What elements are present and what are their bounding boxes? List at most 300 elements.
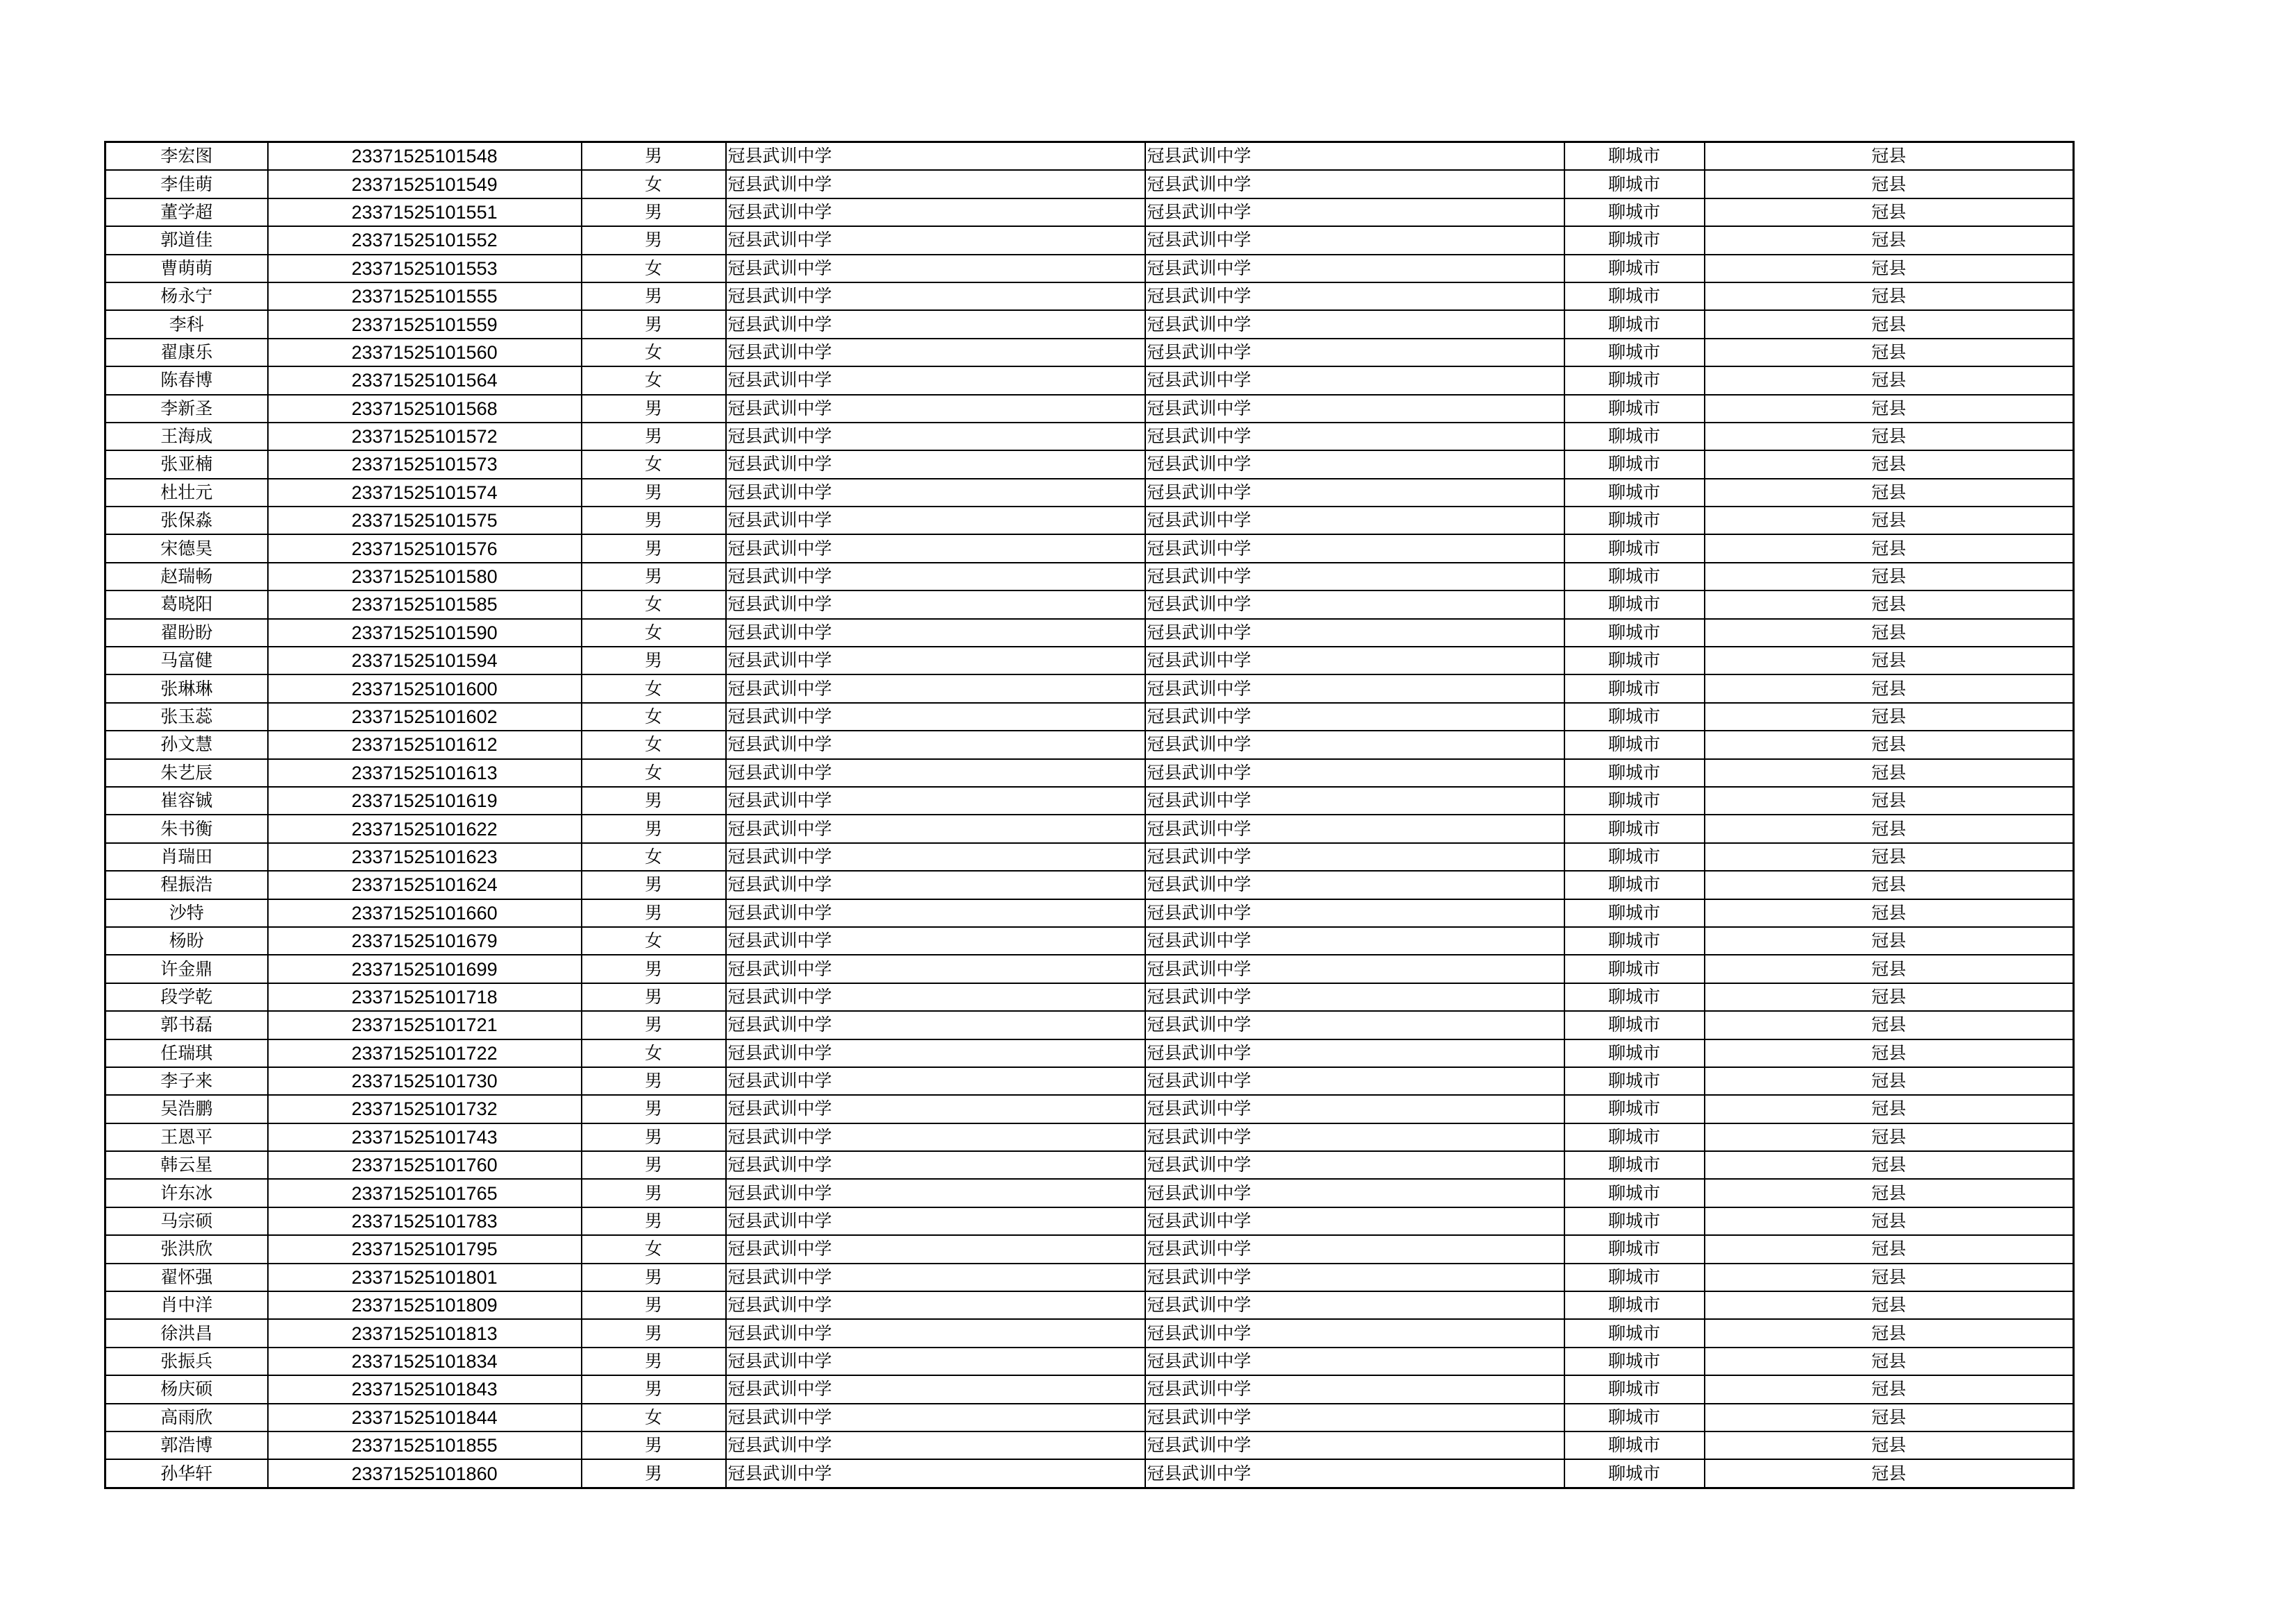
cell-name: 许东冰 [105, 1179, 268, 1207]
table-row [105, 647, 2074, 674]
table-row [105, 366, 2074, 394]
cell-unit: 冠县武训中学 [1145, 226, 1564, 254]
cell-name: 张洪欣 [105, 1235, 268, 1263]
cell-county: 冠县 [1705, 1011, 2074, 1039]
cell-candidate-id: 23371525101809 [268, 1291, 582, 1319]
cell-county: 冠县 [1705, 590, 2074, 618]
cell-unit: 冠县武训中学 [1145, 198, 1564, 226]
cell-gender: 男 [582, 1375, 726, 1403]
cell-candidate-id: 23371525101585 [268, 590, 582, 618]
cell-candidate-id: 23371525101612 [268, 731, 582, 758]
cell-gender: 男 [582, 871, 726, 899]
cell-county: 冠县 [1705, 1179, 2074, 1207]
cell-unit: 冠县武训中学 [1145, 1039, 1564, 1067]
cell-unit: 冠县武训中学 [1145, 674, 1564, 702]
cell-unit: 冠县武训中学 [1145, 366, 1564, 394]
cell-city: 聊城市 [1564, 142, 1705, 171]
cell-gender: 男 [582, 1151, 726, 1179]
cell-school: 冠县武训中学 [726, 1179, 1145, 1207]
cell-name: 肖瑞田 [105, 843, 268, 871]
table-row [105, 927, 2074, 955]
cell-gender: 男 [582, 1348, 726, 1375]
cell-school: 冠县武训中学 [726, 927, 1145, 955]
cell-gender: 男 [582, 479, 726, 507]
cell-city: 聊城市 [1564, 674, 1705, 702]
cell-unit: 冠县武训中学 [1145, 563, 1564, 590]
cell-city: 聊城市 [1564, 1067, 1705, 1095]
cell-county: 冠县 [1705, 843, 2074, 871]
cell-candidate-id: 23371525101574 [268, 479, 582, 507]
cell-candidate-id: 23371525101551 [268, 198, 582, 226]
cell-gender: 女 [582, 1404, 726, 1431]
cell-name: 张振兵 [105, 1348, 268, 1375]
cell-name: 郭书磊 [105, 1011, 268, 1039]
cell-city: 聊城市 [1564, 1319, 1705, 1347]
cell-school: 冠县武训中学 [726, 198, 1145, 226]
cell-school: 冠县武训中学 [726, 787, 1145, 815]
table-row [105, 282, 2074, 310]
cell-gender: 女 [582, 843, 726, 871]
cell-gender: 男 [582, 983, 726, 1011]
cell-gender: 男 [582, 198, 726, 226]
cell-name: 宋德昊 [105, 534, 268, 562]
cell-county: 冠县 [1705, 1207, 2074, 1235]
cell-county: 冠县 [1705, 170, 2074, 198]
cell-candidate-id: 23371525101844 [268, 1404, 582, 1431]
cell-school: 冠县武训中学 [726, 366, 1145, 394]
cell-gender: 女 [582, 366, 726, 394]
cell-county: 冠县 [1705, 1404, 2074, 1431]
cell-city: 聊城市 [1564, 226, 1705, 254]
cell-city: 聊城市 [1564, 450, 1705, 478]
table-row [105, 1067, 2074, 1095]
cell-gender: 男 [582, 395, 726, 423]
cell-school: 冠县武训中学 [726, 1039, 1145, 1067]
table-row [105, 1095, 2074, 1123]
table-row [105, 1404, 2074, 1431]
cell-candidate-id: 23371525101548 [268, 142, 582, 171]
cell-city: 聊城市 [1564, 198, 1705, 226]
cell-county: 冠县 [1705, 395, 2074, 423]
cell-name: 董学超 [105, 198, 268, 226]
cell-gender: 女 [582, 674, 726, 702]
cell-name: 李科 [105, 310, 268, 338]
cell-unit: 冠县武训中学 [1145, 1151, 1564, 1179]
cell-candidate-id: 23371525101555 [268, 282, 582, 310]
cell-city: 聊城市 [1564, 339, 1705, 366]
cell-name: 吴浩鹏 [105, 1095, 268, 1123]
cell-name: 任瑞琪 [105, 1039, 268, 1067]
cell-candidate-id: 23371525101572 [268, 423, 582, 450]
cell-unit: 冠县武训中学 [1145, 395, 1564, 423]
cell-school: 冠县武训中学 [726, 282, 1145, 310]
cell-name: 张玉蕊 [105, 703, 268, 731]
cell-candidate-id: 23371525101730 [268, 1067, 582, 1095]
cell-name: 张保淼 [105, 507, 268, 534]
cell-gender: 男 [582, 563, 726, 590]
cell-name: 王恩平 [105, 1123, 268, 1151]
table-row [105, 703, 2074, 731]
cell-unit: 冠县武训中学 [1145, 590, 1564, 618]
cell-city: 聊城市 [1564, 1348, 1705, 1375]
cell-gender: 男 [582, 310, 726, 338]
table-row [105, 1375, 2074, 1403]
cell-gender: 男 [582, 1459, 726, 1488]
cell-name: 王海成 [105, 423, 268, 450]
cell-name: 沙特 [105, 899, 268, 927]
cell-candidate-id: 23371525101576 [268, 534, 582, 562]
cell-candidate-id: 23371525101553 [268, 255, 582, 282]
cell-unit: 冠县武训中学 [1145, 955, 1564, 983]
cell-school: 冠县武训中学 [726, 843, 1145, 871]
cell-candidate-id: 23371525101722 [268, 1039, 582, 1067]
table-row [105, 507, 2074, 534]
cell-candidate-id: 23371525101619 [268, 787, 582, 815]
cell-unit: 冠县武训中学 [1145, 1404, 1564, 1431]
cell-county: 冠县 [1705, 282, 2074, 310]
cell-candidate-id: 23371525101743 [268, 1123, 582, 1151]
cell-gender: 男 [582, 534, 726, 562]
cell-school: 冠县武训中学 [726, 955, 1145, 983]
cell-name: 肖中洋 [105, 1291, 268, 1319]
cell-gender: 女 [582, 1039, 726, 1067]
cell-name: 曹萌萌 [105, 255, 268, 282]
cell-county: 冠县 [1705, 1095, 2074, 1123]
cell-school: 冠县武训中学 [726, 647, 1145, 674]
cell-school: 冠县武训中学 [726, 1348, 1145, 1375]
cell-candidate-id: 23371525101801 [268, 1264, 582, 1291]
cell-school: 冠县武训中学 [726, 1375, 1145, 1403]
cell-name: 李佳萌 [105, 170, 268, 198]
cell-unit: 冠县武训中学 [1145, 1207, 1564, 1235]
cell-county: 冠县 [1705, 1459, 2074, 1488]
cell-county: 冠县 [1705, 955, 2074, 983]
table-row [105, 674, 2074, 702]
cell-city: 聊城市 [1564, 1235, 1705, 1263]
cell-county: 冠县 [1705, 142, 2074, 171]
cell-candidate-id: 23371525101843 [268, 1375, 582, 1403]
cell-unit: 冠县武训中学 [1145, 479, 1564, 507]
cell-unit: 冠县武训中学 [1145, 815, 1564, 842]
cell-name: 葛晓阳 [105, 590, 268, 618]
cell-candidate-id: 23371525101624 [268, 871, 582, 899]
table-row [105, 983, 2074, 1011]
cell-school: 冠县武训中学 [726, 1151, 1145, 1179]
cell-city: 聊城市 [1564, 534, 1705, 562]
cell-school: 冠县武训中学 [726, 1123, 1145, 1151]
cell-city: 聊城市 [1564, 366, 1705, 394]
cell-candidate-id: 23371525101575 [268, 507, 582, 534]
cell-name: 孙华轩 [105, 1459, 268, 1488]
cell-city: 聊城市 [1564, 899, 1705, 927]
cell-gender: 男 [582, 1264, 726, 1291]
cell-unit: 冠县武训中学 [1145, 282, 1564, 310]
cell-county: 冠县 [1705, 871, 2074, 899]
cell-gender: 男 [582, 226, 726, 254]
cell-county: 冠县 [1705, 1264, 2074, 1291]
cell-city: 聊城市 [1564, 1431, 1705, 1459]
cell-county: 冠县 [1705, 1235, 2074, 1263]
cell-city: 聊城市 [1564, 1123, 1705, 1151]
cell-unit: 冠县武训中学 [1145, 339, 1564, 366]
cell-name: 马富健 [105, 647, 268, 674]
cell-candidate-id: 23371525101855 [268, 1431, 582, 1459]
roster-table-body [105, 142, 2074, 1488]
cell-candidate-id: 23371525101783 [268, 1207, 582, 1235]
cell-unit: 冠县武训中学 [1145, 1375, 1564, 1403]
cell-city: 聊城市 [1564, 703, 1705, 731]
cell-school: 冠县武训中学 [726, 450, 1145, 478]
cell-name: 孙文慧 [105, 731, 268, 758]
cell-county: 冠县 [1705, 899, 2074, 927]
cell-name: 徐洪昌 [105, 1319, 268, 1347]
cell-city: 聊城市 [1564, 1095, 1705, 1123]
cell-school: 冠县武训中学 [726, 703, 1145, 731]
cell-candidate-id: 23371525101613 [268, 759, 582, 787]
cell-candidate-id: 23371525101718 [268, 983, 582, 1011]
cell-unit: 冠县武训中学 [1145, 927, 1564, 955]
table-row [105, 843, 2074, 871]
cell-gender: 男 [582, 1179, 726, 1207]
table-row [105, 479, 2074, 507]
cell-school: 冠县武训中学 [726, 310, 1145, 338]
cell-city: 聊城市 [1564, 1375, 1705, 1403]
cell-school: 冠县武训中学 [726, 1235, 1145, 1263]
cell-candidate-id: 23371525101559 [268, 310, 582, 338]
table-row [105, 1459, 2074, 1488]
cell-gender: 女 [582, 255, 726, 282]
cell-city: 聊城市 [1564, 1459, 1705, 1488]
cell-school: 冠县武训中学 [726, 1264, 1145, 1291]
cell-city: 聊城市 [1564, 590, 1705, 618]
cell-name: 李子来 [105, 1067, 268, 1095]
cell-school: 冠县武训中学 [726, 142, 1145, 171]
cell-city: 聊城市 [1564, 1179, 1705, 1207]
cell-school: 冠县武训中学 [726, 507, 1145, 534]
cell-name: 程振浩 [105, 871, 268, 899]
cell-county: 冠县 [1705, 1348, 2074, 1375]
cell-city: 聊城市 [1564, 1291, 1705, 1319]
cell-name: 李宏图 [105, 142, 268, 171]
cell-gender: 男 [582, 787, 726, 815]
cell-name: 高雨欣 [105, 1404, 268, 1431]
cell-name: 许金鼎 [105, 955, 268, 983]
cell-name: 杨盼 [105, 927, 268, 955]
cell-city: 聊城市 [1564, 563, 1705, 590]
cell-gender: 男 [582, 282, 726, 310]
cell-gender: 女 [582, 170, 726, 198]
cell-county: 冠县 [1705, 423, 2074, 450]
cell-candidate-id: 23371525101813 [268, 1319, 582, 1347]
cell-gender: 男 [582, 1123, 726, 1151]
cell-gender: 女 [582, 590, 726, 618]
cell-city: 聊城市 [1564, 255, 1705, 282]
cell-unit: 冠县武训中学 [1145, 647, 1564, 674]
cell-county: 冠县 [1705, 255, 2074, 282]
cell-city: 聊城市 [1564, 843, 1705, 871]
cell-unit: 冠县武训中学 [1145, 310, 1564, 338]
table-row [105, 1123, 2074, 1151]
cell-candidate-id: 23371525101580 [268, 563, 582, 590]
table-row [105, 1179, 2074, 1207]
cell-candidate-id: 23371525101732 [268, 1095, 582, 1123]
cell-gender: 女 [582, 703, 726, 731]
cell-school: 冠县武训中学 [726, 226, 1145, 254]
table-row [105, 1431, 2074, 1459]
cell-school: 冠县武训中学 [726, 563, 1145, 590]
cell-county: 冠县 [1705, 507, 2074, 534]
cell-gender: 女 [582, 450, 726, 478]
cell-unit: 冠县武训中学 [1145, 170, 1564, 198]
cell-unit: 冠县武训中学 [1145, 1011, 1564, 1039]
cell-gender: 女 [582, 731, 726, 758]
cell-gender: 男 [582, 142, 726, 171]
cell-candidate-id: 23371525101622 [268, 815, 582, 842]
cell-county: 冠县 [1705, 1067, 2074, 1095]
cell-city: 聊城市 [1564, 815, 1705, 842]
cell-unit: 冠县武训中学 [1145, 450, 1564, 478]
cell-county: 冠县 [1705, 1375, 2074, 1403]
cell-candidate-id: 23371525101594 [268, 647, 582, 674]
cell-candidate-id: 23371525101760 [268, 1151, 582, 1179]
cell-school: 冠县武训中学 [726, 983, 1145, 1011]
table-row [105, 563, 2074, 590]
cell-city: 聊城市 [1564, 1264, 1705, 1291]
cell-unit: 冠县武训中学 [1145, 1067, 1564, 1095]
cell-county: 冠县 [1705, 759, 2074, 787]
cell-county: 冠县 [1705, 1319, 2074, 1347]
cell-gender: 男 [582, 647, 726, 674]
table-row [105, 339, 2074, 366]
cell-name: 陈春博 [105, 366, 268, 394]
cell-unit: 冠县武训中学 [1145, 1348, 1564, 1375]
cell-name: 崔容铖 [105, 787, 268, 815]
table-row [105, 1207, 2074, 1235]
cell-unit: 冠县武训中学 [1145, 619, 1564, 647]
cell-candidate-id: 23371525101568 [268, 395, 582, 423]
cell-unit: 冠县武训中学 [1145, 1123, 1564, 1151]
cell-school: 冠县武训中学 [726, 395, 1145, 423]
cell-city: 聊城市 [1564, 282, 1705, 310]
cell-unit: 冠县武训中学 [1145, 1431, 1564, 1459]
cell-unit: 冠县武训中学 [1145, 1179, 1564, 1207]
cell-name: 杨永宁 [105, 282, 268, 310]
cell-unit: 冠县武训中学 [1145, 759, 1564, 787]
table-row [105, 955, 2074, 983]
cell-city: 聊城市 [1564, 395, 1705, 423]
cell-city: 聊城市 [1564, 1039, 1705, 1067]
cell-gender: 男 [582, 899, 726, 927]
cell-school: 冠县武训中学 [726, 1319, 1145, 1347]
cell-school: 冠县武训中学 [726, 255, 1145, 282]
cell-school: 冠县武训中学 [726, 1067, 1145, 1095]
cell-school: 冠县武训中学 [726, 1404, 1145, 1431]
cell-candidate-id: 23371525101795 [268, 1235, 582, 1263]
cell-gender: 男 [582, 955, 726, 983]
cell-gender: 男 [582, 1319, 726, 1347]
cell-name: 郭浩博 [105, 1431, 268, 1459]
cell-gender: 女 [582, 927, 726, 955]
cell-unit: 冠县武训中学 [1145, 1095, 1564, 1123]
cell-county: 冠县 [1705, 731, 2074, 758]
cell-candidate-id: 23371525101590 [268, 619, 582, 647]
cell-school: 冠县武训中学 [726, 899, 1145, 927]
cell-candidate-id: 23371525101699 [268, 955, 582, 983]
cell-county: 冠县 [1705, 1291, 2074, 1319]
cell-school: 冠县武训中学 [726, 674, 1145, 702]
table-row [105, 423, 2074, 450]
cell-unit: 冠县武训中学 [1145, 731, 1564, 758]
cell-city: 聊城市 [1564, 1207, 1705, 1235]
cell-name: 张亚楠 [105, 450, 268, 478]
cell-unit: 冠县武训中学 [1145, 787, 1564, 815]
cell-candidate-id: 23371525101560 [268, 339, 582, 366]
table-row [105, 871, 2074, 899]
cell-name: 杜壮元 [105, 479, 268, 507]
cell-unit: 冠县武训中学 [1145, 899, 1564, 927]
cell-school: 冠县武训中学 [726, 1207, 1145, 1235]
cell-candidate-id: 23371525101602 [268, 703, 582, 731]
cell-unit: 冠县武训中学 [1145, 703, 1564, 731]
cell-city: 聊城市 [1564, 787, 1705, 815]
cell-unit: 冠县武训中学 [1145, 534, 1564, 562]
table-row [105, 1291, 2074, 1319]
cell-gender: 女 [582, 1235, 726, 1263]
cell-county: 冠县 [1705, 534, 2074, 562]
cell-school: 冠县武训中学 [726, 815, 1145, 842]
cell-city: 聊城市 [1564, 647, 1705, 674]
cell-unit: 冠县武训中学 [1145, 1319, 1564, 1347]
cell-school: 冠县武训中学 [726, 423, 1145, 450]
cell-candidate-id: 23371525101660 [268, 899, 582, 927]
cell-gender: 男 [582, 1291, 726, 1319]
cell-gender: 男 [582, 815, 726, 842]
roster-table [104, 141, 2075, 1489]
cell-name: 朱书衡 [105, 815, 268, 842]
cell-candidate-id: 23371525101623 [268, 843, 582, 871]
cell-unit: 冠县武训中学 [1145, 1459, 1564, 1488]
table-row [105, 142, 2074, 171]
cell-gender: 女 [582, 339, 726, 366]
table-row [105, 815, 2074, 842]
cell-county: 冠县 [1705, 1123, 2074, 1151]
table-row [105, 534, 2074, 562]
table-row [105, 226, 2074, 254]
cell-school: 冠县武训中学 [726, 1291, 1145, 1319]
cell-unit: 冠县武训中学 [1145, 871, 1564, 899]
cell-name: 郭道佳 [105, 226, 268, 254]
cell-candidate-id: 23371525101765 [268, 1179, 582, 1207]
cell-city: 聊城市 [1564, 479, 1705, 507]
cell-gender: 男 [582, 423, 726, 450]
cell-county: 冠县 [1705, 619, 2074, 647]
cell-candidate-id: 23371525101679 [268, 927, 582, 955]
table-row [105, 1151, 2074, 1179]
cell-county: 冠县 [1705, 450, 2074, 478]
cell-name: 赵瑞畅 [105, 563, 268, 590]
cell-gender: 男 [582, 1067, 726, 1095]
cell-unit: 冠县武训中学 [1145, 1235, 1564, 1263]
cell-candidate-id: 23371525101573 [268, 450, 582, 478]
cell-city: 聊城市 [1564, 927, 1705, 955]
cell-gender: 女 [582, 619, 726, 647]
cell-school: 冠县武训中学 [726, 731, 1145, 758]
cell-candidate-id: 23371525101860 [268, 1459, 582, 1488]
cell-unit: 冠县武训中学 [1145, 1264, 1564, 1291]
cell-gender: 男 [582, 507, 726, 534]
table-row [105, 170, 2074, 198]
cell-city: 聊城市 [1564, 871, 1705, 899]
